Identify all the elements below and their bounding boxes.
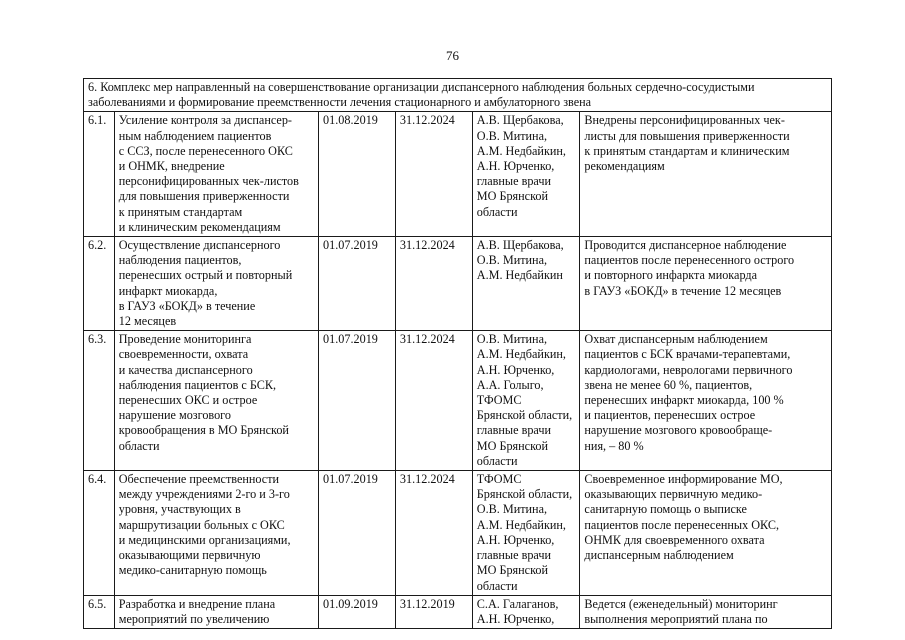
- end-date-cell: 31.12.2024: [395, 331, 472, 471]
- result-cell: Своевременное информирование МО, оказывающих первичную медико- санитарную помощь о выписке пациентов после перенесенных ОКС, ОНМК для своевременного охвата диспансерным наблюдением: [580, 471, 832, 596]
- measures-table: [83, 78, 832, 629]
- measure-cell: Обеспечение преемственности между учреждениями 2-го и 3-го уровня, участвующих в маршрутизации больных с ОКС и медицинскими организациями, оказывающими первичную медико-санитарную помощь: [114, 471, 318, 596]
- result-cell: Проводится диспансерное наблюдение пациентов после перенесенного острого и повторного инфаркта миокарда в ГАУЗ «БОКД» в течение 12 месяцев: [580, 237, 832, 331]
- end-date-cell: 31.12.2024: [395, 112, 472, 237]
- table-row: [84, 471, 832, 596]
- responsible-cell: С.А. Галаганов, А.Н. Юрченко,: [472, 595, 580, 628]
- result-cell: Охват диспансерным наблюдением пациентов с БСК врачами-терапевтами, кардиологами, неврологами первичного звена не менее 60 %, пациентов, перенесших инфаркт миокарда, 100 % и пациентов, перенесших острое нарушение мозгового кровообраще- ния, – 80 %: [580, 331, 832, 471]
- row-number: 6.1.: [84, 112, 115, 237]
- measure-cell: Усиление контроля за диспансер- ным наблюдением пациентов с ССЗ, после перенесенного ОКС и ОНМК, внедрение персонифицированных чек-листов для повышения приверженности к принятым стандартам и клиническим рекомендациям: [114, 112, 318, 237]
- end-date-cell: 31.12.2024: [395, 471, 472, 596]
- section-header: 6. Комплекс мер направленный на совершенствование организации диспансерного наблюдения больных сердечно-сосудистыми заболеваниями и формирование преемственности лечения стационарного и амбулаторного звена: [84, 79, 832, 112]
- measure-cell: Осуществление диспансерного наблюдения пациентов, перенесших острый и повторный инфаркт миокарда, в ГАУЗ «БОКД» в течение 12 месяцев: [114, 237, 318, 331]
- responsible-cell: ТФОМС Брянской области, О.В. Митина, А.М. Недбайкин, А.Н. Юрченко, главные врачи МО Брянской области: [472, 471, 580, 596]
- table-row: [84, 112, 832, 237]
- row-number: 6.2.: [84, 237, 115, 331]
- end-date-cell: 31.12.2024: [395, 237, 472, 331]
- start-date-cell: 01.07.2019: [319, 471, 396, 596]
- row-number: 6.4.: [84, 471, 115, 596]
- row-number: 6.3.: [84, 331, 115, 471]
- table-row: [84, 595, 832, 628]
- row-number: 6.5.: [84, 595, 115, 628]
- start-date-cell: 01.07.2019: [319, 331, 396, 471]
- result-cell: Ведется (еженедельный) мониторинг выполнения мероприятий плана по: [580, 595, 832, 628]
- start-date-cell: 01.08.2019: [319, 112, 396, 237]
- responsible-cell: А.В. Щербакова, О.В. Митина, А.М. Недбайкин: [472, 237, 580, 331]
- measures-table-wrapper: [83, 78, 832, 629]
- measure-cell: Разработка и внедрение плана мероприятий по увеличению: [114, 595, 318, 628]
- section-header-row: [84, 79, 832, 112]
- start-date-cell: 01.09.2019: [319, 595, 396, 628]
- result-cell: Внедрены персонифицированных чек- листы для повышения приверженности к принятым стандартам и клиническим рекомендациям: [580, 112, 832, 237]
- table-row: [84, 331, 832, 471]
- measure-cell: Проведение мониторинга своевременности, охвата и качества диспансерного наблюдения пациентов с БСК, перенесших ОКС и острое нарушение мозгового кровообращения в МО Брянской области: [114, 331, 318, 471]
- responsible-cell: А.В. Щербакова, О.В. Митина, А.М. Недбайкин, А.Н. Юрченко, главные врачи МО Брянской области: [472, 112, 580, 237]
- table-row: [84, 237, 832, 331]
- page-number: 76: [446, 48, 459, 63]
- responsible-cell: О.В. Митина, А.М. Недбайкин, А.Н. Юрченко, А.А. Голыго, ТФОМС Брянской области, главные врачи МО Брянской области: [472, 331, 580, 471]
- end-date-cell: 31.12.2019: [395, 595, 472, 628]
- start-date-cell: 01.07.2019: [319, 237, 396, 331]
